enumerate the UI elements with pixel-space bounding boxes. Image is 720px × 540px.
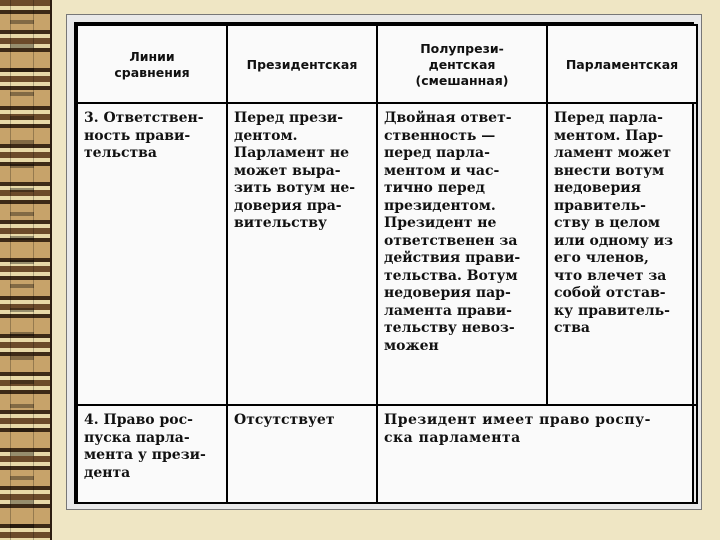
header-semi-presidential: Полупрези- дентская (смешанная) (377, 25, 547, 103)
table-row (77, 405, 697, 503)
cell-semi-and-parliamentary: Президент имеет право роспу- ска парламента (377, 405, 697, 503)
header-presidential: Президентская (227, 25, 377, 103)
header-comparison-lines: Линии сравнения (77, 25, 227, 103)
cell-parliamentary: Перед парла- ментом. Пар- ламент может внести вотум недоверия правитель- ству в целом или одному из его членов, что влечет за собой отстав- ку правитель- ства (547, 103, 697, 405)
row-criterion: 4. Право рос- пуска парла- мента у прези- дента (77, 405, 227, 503)
header-parliamentary: Парламентская (547, 25, 697, 103)
cell-presidential: Перед прези- дентом. Парламент не может выра- зить вотум не- доверия пра- вительству (227, 103, 377, 405)
table-row (77, 103, 697, 405)
cell-semi-presidential: Двойная ответ- ственность — перед парла- ментом и час- тично перед президентом. Президент не ответственен за действия прави- тельства. Вотум недоверия пар- ламента прави- тельству невоз- можен (377, 103, 547, 405)
table-header-row (77, 25, 697, 103)
comparison-table (74, 22, 694, 504)
row-criterion: 3. Ответствен- ность прави- тельства (77, 103, 227, 405)
cell-presidential: Отсутствует (227, 405, 377, 503)
decorative-border (0, 0, 52, 540)
